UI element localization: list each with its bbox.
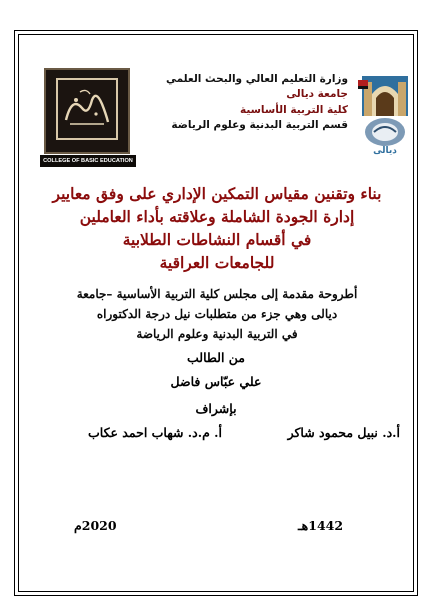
thesis-title <box>34 182 400 274</box>
university-logo <box>356 76 414 156</box>
ministry-name: وزارة التعليم العالي والبحث العلمي <box>165 73 348 85</box>
submission-statement <box>54 284 380 344</box>
supervisor-2: أ. م.د. شهاب احمد عكاب <box>88 425 222 440</box>
university-logo-name: ديالى <box>373 146 397 156</box>
title-line: إدارة الجودة الشاملة وعلاقته بأداء العاملين <box>79 207 355 226</box>
department-name: قسم التربية البدنية وعلوم الرياضة <box>171 119 348 131</box>
calligraphy-emblem-icon <box>62 86 112 128</box>
institution-header <box>148 72 348 132</box>
statement-line: أطروحة مقدمة إلى مجلس كلية التربية الأساسية –جامعة <box>76 287 358 301</box>
hijri-date: 1442هـ <box>298 518 344 533</box>
title-line: للجامعات العراقية <box>159 253 275 272</box>
title-line: بناء وتقنين مقياس التمكين الإداري على وفق معايير <box>52 184 382 203</box>
student-name: علي عبّاس فاضل <box>170 374 262 389</box>
college-name: كلية التربية الأساسية <box>239 104 348 116</box>
supervision-label: بإشراف <box>195 401 237 416</box>
from-student-label: من الطالب <box>187 350 245 365</box>
university-name: جامعة ديالى <box>286 88 348 100</box>
supervisor-1: أ.د. نبيل محمود شاكر <box>287 425 400 440</box>
title-line: في أقسام النشاطات الطلابية <box>122 230 312 249</box>
college-logo <box>44 68 130 154</box>
gregorian-date: 2020م <box>74 518 117 533</box>
statement-line: ديالى وهي جزء من متطلبات نيل درجة الدكتوراه <box>96 307 338 321</box>
statement-line: في التربية البدنية وعلوم الرياضة <box>136 327 298 341</box>
college-logo-caption: COLLEGE OF BASIC EDUCATION <box>40 155 136 167</box>
